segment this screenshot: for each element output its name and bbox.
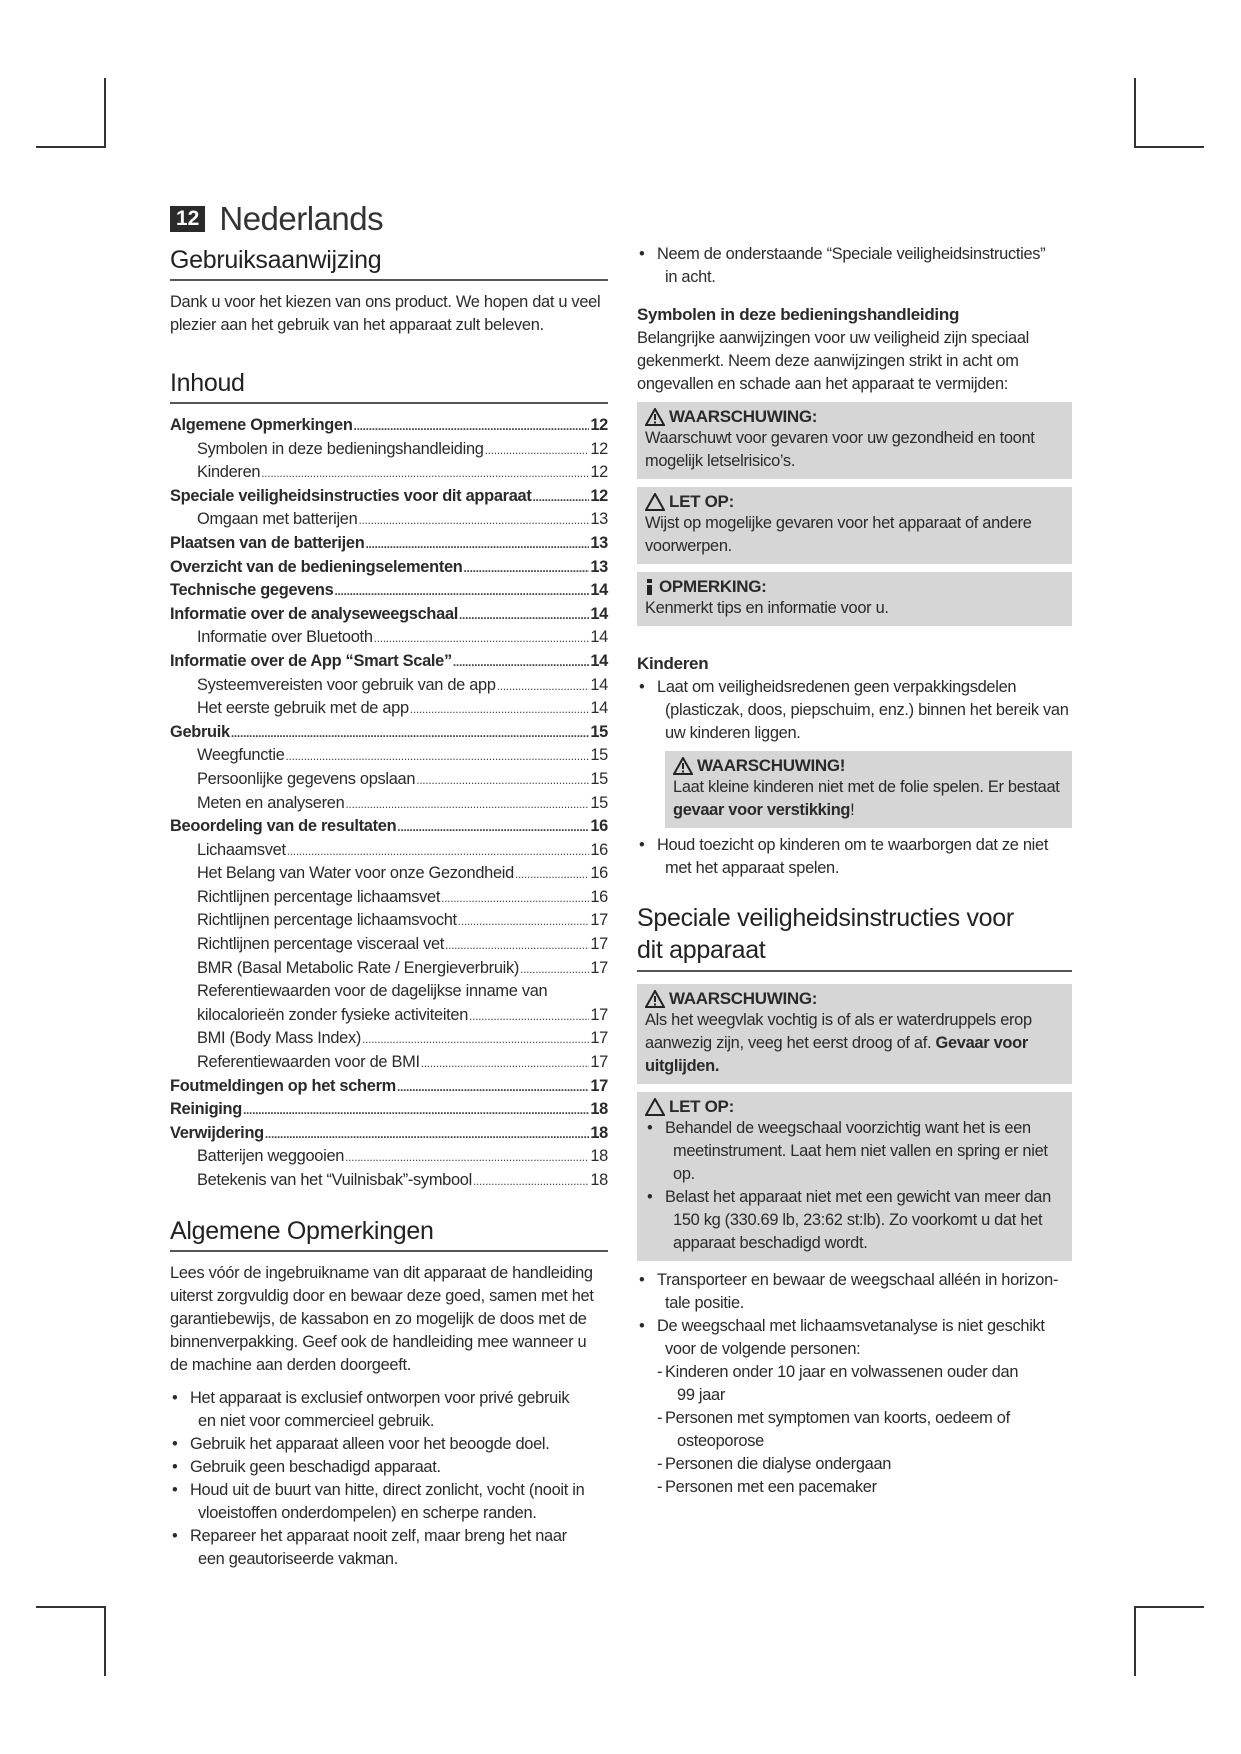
toc-leader-dots (354, 414, 589, 439)
toc-entry-title: Foutmeldingen op het scherm (170, 1076, 396, 1095)
toc-entry (170, 414, 608, 438)
toc-leader-dots (345, 1145, 589, 1170)
toc-entry (170, 579, 608, 603)
toc-page-number: 17 (590, 911, 608, 930)
toc-page-number: 15 (590, 722, 608, 741)
toc-page-number: 15 (590, 746, 608, 765)
toc-page-number: 17 (590, 1076, 608, 1095)
toc-entry-title: BMR (Basal Metabolic Rate / Energieverbruik) (197, 958, 520, 977)
toc-page-number: 17 (590, 958, 608, 977)
toc-entry (170, 508, 608, 532)
toc-entry (170, 721, 608, 745)
toc-entry-title: Weegfunctie (197, 746, 285, 765)
toc-entry-title: Persoonlijke gegevens opslaan (197, 769, 416, 788)
crop-mark-bl-v (104, 1606, 106, 1676)
note-box-text: Kenmerkt tips en informatie voor u. (645, 599, 889, 617)
toc-page-number: 13 (590, 510, 608, 529)
toc-page-number: 15 (590, 793, 608, 812)
toc-page-number: 14 (590, 604, 608, 623)
caution-box (637, 487, 1072, 564)
toc-page-number: 12 (590, 439, 608, 458)
general-bullets (170, 1387, 608, 1571)
toc-entry (170, 980, 608, 1004)
toc-leader-dots (459, 603, 589, 628)
persons-dash-list (637, 1361, 1072, 1499)
toc-entry (170, 1098, 608, 1122)
bottom-bullet-list (637, 1269, 1072, 1361)
toc-page-number: 14 (590, 581, 608, 600)
toc-leader-dots (421, 1051, 589, 1076)
right-column (637, 243, 1072, 1499)
toc-entry-title: Informatie over de analyseweegschaal (170, 604, 459, 623)
children-bullet-list-2 (637, 834, 1072, 880)
toc-page-number: 12 (590, 463, 608, 482)
toc-leader-dots (497, 674, 589, 699)
toc-leader-dots (243, 1098, 589, 1123)
toc-entry-title: Systeemvereisten voor gebruik van de app (197, 675, 496, 694)
list-item: • Repareer het apparaat nooit zelf, maar breng het naar een geautoriseerde vakman. (170, 1525, 608, 1571)
toc-entry (170, 556, 608, 580)
list-item: • Belast het apparaat niet met een gewicht van meer dan 150 kg (330.69 lb, 23:62 st:lb). Zo voorkomt u dat het apparaat beschadigd wordt. (645, 1186, 1064, 1255)
toc-entry-title: Referentiewaarden voor de dagelijkse inname van (197, 982, 548, 1001)
toc-entry-title: Betekenis van het “Vuilnisbak”-symbool (197, 1171, 472, 1189)
toc-entry-title: Omgaan met batterijen (197, 510, 358, 529)
children-warning-title: WAARSCHUWING! (697, 756, 846, 775)
list-item: • Houd toezicht op kinderen om te waarborgen dat ze niet met het apparaat spelen. (637, 834, 1072, 880)
toc-leader-dots (358, 508, 589, 533)
toc-leader-dots (485, 438, 589, 463)
toc-entry-title: Technische gegevens (170, 581, 334, 600)
toc-leader-dots (374, 626, 589, 651)
toc-entry (170, 886, 608, 910)
heading-algemene-opmerkingen: Algemene Opmerkingen (170, 1217, 608, 1252)
toc-entry-title: Overzicht van de bedieningselementen (170, 557, 463, 576)
toc-leader-dots (261, 461, 589, 486)
list-item: - Kinderen onder 10 jaar en volwassenen ouder dan 99 jaar (637, 1361, 1072, 1407)
toc-entry (170, 862, 608, 886)
toc-entry-title: Gebruik (170, 722, 230, 741)
toc-entry (170, 1122, 608, 1146)
toc-leader-dots (397, 1075, 589, 1100)
safety-caution-box (637, 1092, 1072, 1261)
crop-mark-tr-h (1134, 146, 1204, 148)
toc-page-number: 14 (590, 628, 608, 647)
toc-leader-dots (345, 792, 589, 817)
general-text: Lees vóór de ingebruikname van dit apparaat de handleiding uiterst zorgvuldig door en bewaar deze goed, samen met het garantiebewijs, de kassabon en zo mogelijk de doos met de binnenverpakking. Geef ook de handleiding mee wanneer u de machine aan derden doorgeeft. (170, 1263, 594, 1374)
toc-entry (170, 839, 608, 863)
caution-box-text: Wijst op mogelijke gevaren voor het apparaat of andere voorwerpen. (645, 514, 1032, 555)
children-warning-box (665, 751, 1072, 828)
toc-entry-title: Informatie over de App “Smart Scale” (170, 651, 452, 670)
caution-box-title: LET OP: (669, 492, 734, 511)
note-box-title: OPMERKING: (659, 577, 767, 596)
toc-page-number: 15 (590, 769, 608, 788)
toc-leader-dots (520, 957, 589, 982)
toc-entry-title: Symbolen in deze bedieningshandleiding (197, 439, 484, 458)
warning-box-text: Waarschuwt voor gevaren voor uw gezondheid en toont mogelijk letselrisico’s. (645, 429, 1035, 470)
caution-triangle-icon (645, 1098, 665, 1116)
toc-entry-title: Algemene Opmerkingen (170, 416, 353, 434)
toc-entry-title: Lichaamsvet (197, 840, 286, 859)
children-warning-text: Laat kleine kinderen niet met de folie spelen. Er bestaat gevaar voor verstikking! (673, 778, 1060, 819)
toc-entry (170, 1075, 608, 1099)
safety-warning-title: WAARSCHUWING: (669, 989, 818, 1008)
list-item: • Laat om veiligheidsredenen geen verpakkingsdelen (plasticzak, doos, piepschuim, enz.) binnen het bereik van uw kinderen liggen. (637, 676, 1072, 745)
toc-leader-dots (464, 556, 589, 581)
toc-entry (170, 768, 608, 792)
crop-mark-br-v (1134, 1606, 1136, 1676)
toc-entry-title: Het eerste gebruik met de app (197, 699, 409, 718)
toc-entry-title: kilocalorieën zonder fysieke activiteiten (197, 1005, 469, 1024)
children-bullet-list (637, 676, 1072, 745)
toc-leader-dots (231, 721, 589, 746)
toc-entry (170, 650, 608, 674)
toc-entry-title: Kinderen (197, 463, 261, 482)
warning-triangle-icon (673, 757, 693, 775)
toc-page-number: 14 (590, 699, 608, 718)
heading-gebruiksaanwijzing: Gebruiksaanwijzing (170, 246, 608, 281)
toc-entry (170, 674, 608, 698)
crop-mark-tr-v (1134, 78, 1136, 148)
crop-mark-bl-h (36, 1606, 106, 1608)
toc-entry (170, 1004, 608, 1028)
toc-page-number: 12 (590, 486, 608, 505)
toc-entry (170, 744, 608, 768)
toc-entry-title: Richtlijnen percentage lichaamsvet (197, 887, 441, 906)
list-item: • Gebruik geen beschadigd apparaat. (170, 1456, 608, 1479)
list-item: - Personen die dialyse ondergaan (637, 1453, 1072, 1476)
toc-page-number: 18 (590, 1171, 608, 1189)
toc-leader-dots (416, 768, 589, 793)
toc-entry (170, 626, 608, 650)
toc-entry (170, 1051, 608, 1075)
list-item: • Gebruik het apparaat alleen voor het beoogde doel. (170, 1433, 608, 1456)
toc-entry-title: Informatie over Bluetooth (197, 628, 373, 647)
toc-entry-title: Beoordeling van de resultaten (170, 817, 397, 836)
list-item: • Houd uit de buurt van hitte, direct zonlicht, vocht (nooit in vloeistoffen onderdompelen) en scherpe randen. (170, 1479, 608, 1525)
toc-entry-title: Reiniging (170, 1100, 242, 1119)
toc-entry-title: Het Belang van Water voor onze Gezondheid (197, 864, 514, 883)
list-item: • De weegschaal met lichaamsvetanalyse is niet geschikt voor de volgende personen: (637, 1315, 1072, 1361)
toc-entry (170, 697, 608, 721)
toc-entry (170, 485, 608, 509)
toc-leader-dots (453, 650, 589, 675)
heading-safety-instructions: Speciale veiligheidsinstructies voor dit apparaat (637, 902, 1072, 972)
toc-entry (170, 792, 608, 816)
warning-box (637, 402, 1072, 479)
toc-entry-title: Richtlijnen percentage lichaamsvocht (197, 911, 457, 930)
toc-entry (170, 933, 608, 957)
safety-caution-list (645, 1117, 1064, 1255)
toc-page-number: 16 (590, 887, 608, 906)
toc-leader-dots (469, 1004, 589, 1029)
symbols-text: Belangrijke aanwijzingen voor uw veiligheid zijn speciaal gekenmerkt. Neem deze aanwijzingen strikt in acht om ongevallen en schade aan het apparaat te vermijden: (637, 329, 1029, 393)
toc-page-number: 14 (590, 651, 608, 670)
table-of-contents (170, 414, 608, 1193)
toc-entry-title: Plaatsen van de batterijen (170, 533, 365, 552)
toc-entry (170, 603, 608, 627)
toc-entry (170, 957, 608, 981)
toc-page-number: 16 (590, 840, 608, 859)
toc-entry-title: Verwijdering (170, 1123, 264, 1142)
left-column (170, 200, 608, 1571)
toc-page-number: 16 (590, 817, 608, 836)
toc-leader-dots (458, 909, 589, 934)
toc-entry-title: Speciale veiligheidsinstructies voor dit apparaat (170, 486, 532, 505)
intro-text: Dank u voor het kiezen van ons product. We hopen dat u veel plezier aan het gebruik van het apparaat zult beleven. (170, 293, 601, 334)
toc-entry (170, 532, 608, 556)
toc-leader-dots (365, 532, 589, 557)
toc-leader-dots (334, 579, 589, 604)
list-item: • Neem de onderstaande “Speciale veiligheidsinstructies” in acht. (637, 243, 1072, 289)
toc-leader-dots (410, 697, 589, 722)
toc-leader-dots (286, 744, 589, 769)
safety-warning-text: Als het weegvlak vochtig is of als er waterdruppels erop aanwezig zijn, veeg het eerst droog of af. Gevaar voor uitglijden. (645, 1011, 1032, 1075)
toc-page-number: 17 (590, 935, 608, 954)
toc-leader-dots (515, 862, 589, 887)
crop-mark-br-h (1134, 1606, 1204, 1608)
toc-page-number: 16 (590, 864, 608, 883)
toc-leader-dots (397, 815, 589, 840)
toc-entry-title: Richtlijnen percentage visceraal vet (197, 935, 445, 954)
note-box (637, 572, 1072, 626)
list-item: • Behandel de weegschaal voorzichtig want het is een meetinstrument. Laat hem niet vallen en spring er niet op. (645, 1117, 1064, 1186)
toc-page-number: 18 (590, 1100, 608, 1119)
toc-page-number: 17 (590, 1053, 608, 1072)
toc-leader-dots (362, 1027, 589, 1052)
list-item: • Het apparaat is exclusief ontworpen voor privé gebruik en niet voor commercieel gebruik. (170, 1387, 608, 1433)
toc-page-number: 13 (590, 557, 608, 576)
toc-leader-dots (441, 886, 589, 911)
warning-box-title: WAARSCHUWING: (669, 407, 818, 426)
page-header (170, 200, 608, 238)
page-number: 12 (170, 206, 205, 232)
toc-page-number: 14 (590, 675, 608, 694)
symbols-heading: Symbolen in deze bedieningshandleiding (637, 305, 960, 324)
caution-triangle-icon (645, 493, 665, 511)
intro-bullet-list (637, 243, 1072, 289)
toc-page-number: 17 (590, 1029, 608, 1048)
info-icon (645, 578, 655, 596)
toc-entry-title: Referentiewaarden voor de BMI (197, 1053, 420, 1072)
toc-entry (170, 909, 608, 933)
toc-page-number: 13 (590, 533, 608, 552)
toc-entry (170, 1169, 608, 1193)
safety-warning-box (637, 984, 1072, 1084)
toc-page-number: 18 (590, 1123, 608, 1142)
heading-inhoud: Inhoud (170, 369, 608, 404)
toc-leader-dots (533, 485, 589, 510)
toc-entry-title: Meten en analyseren (197, 793, 345, 812)
crop-mark-tl-h (36, 146, 106, 148)
toc-leader-dots (445, 933, 589, 958)
toc-entry (170, 438, 608, 462)
toc-page-number: 17 (590, 1005, 608, 1024)
toc-entry (170, 461, 608, 485)
toc-page-number: 12 (590, 416, 608, 434)
toc-entry-title: BMI (Body Mass Index) (197, 1029, 362, 1048)
toc-entry-title: Batterijen weggooien (197, 1147, 345, 1166)
warning-triangle-icon (645, 990, 665, 1008)
toc-leader-dots (265, 1122, 589, 1147)
toc-entry (170, 815, 608, 839)
toc-leader-dots (287, 839, 589, 864)
list-item: • Transporteer en bewaar de weegschaal alléén in horizon- tale positie. (637, 1269, 1072, 1315)
toc-page-number: 18 (590, 1147, 608, 1166)
toc-entry (170, 1027, 608, 1051)
list-item: - Personen met symptomen van koorts, oedeem of osteoporose (637, 1407, 1072, 1453)
warning-triangle-icon (645, 408, 665, 426)
list-item: - Personen met een pacemaker (637, 1476, 1072, 1499)
language-title: Nederlands (219, 200, 384, 237)
toc-leader-dots (473, 1169, 589, 1194)
children-heading: Kinderen (637, 654, 709, 673)
safety-caution-title: LET OP: (669, 1097, 734, 1116)
crop-mark-tl-v (104, 78, 106, 148)
toc-entry (170, 1145, 608, 1169)
